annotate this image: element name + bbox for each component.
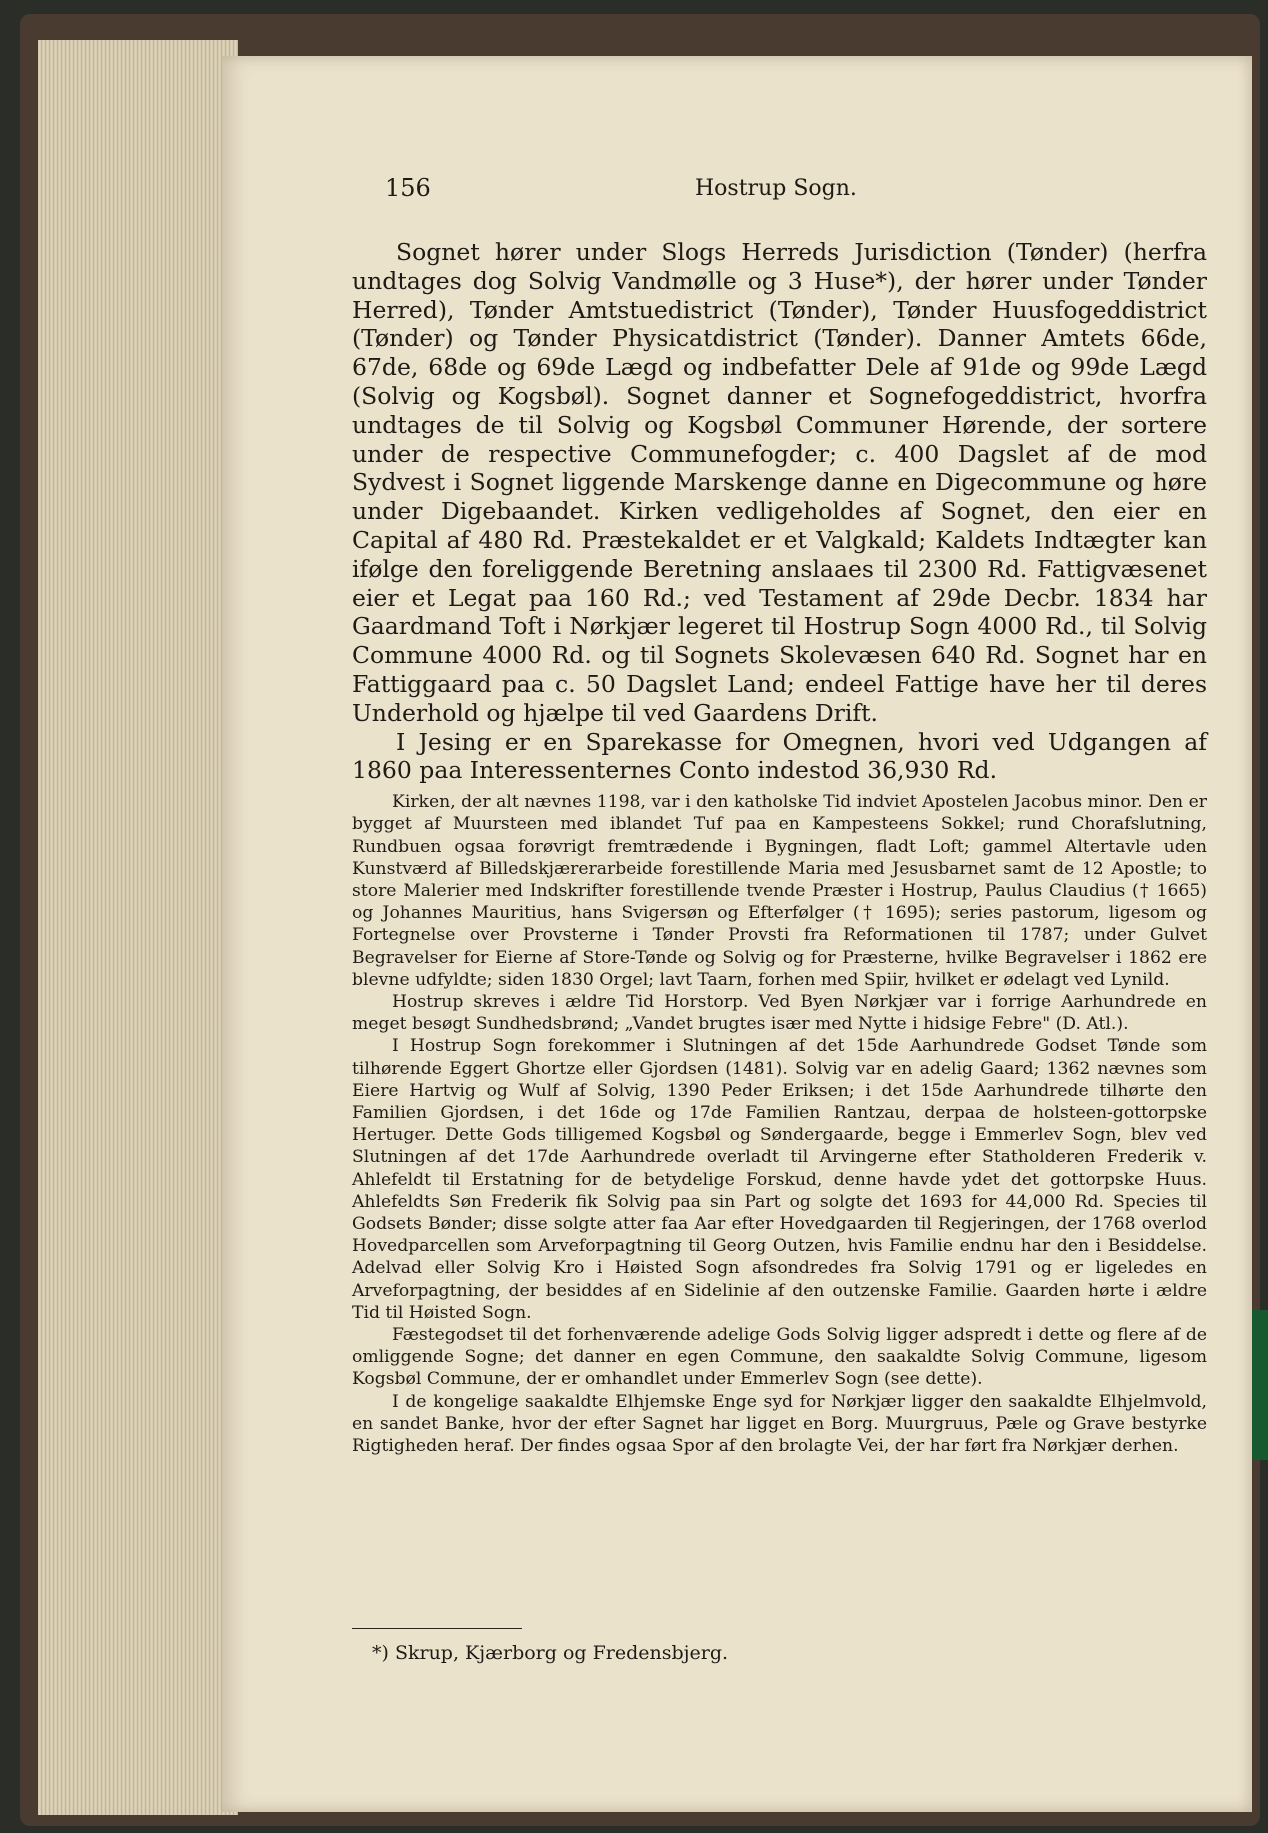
- bookmark-ribbon: [1252, 1310, 1268, 1460]
- footnote: *) Skrup, Kjærborg og Fredensbjerg.: [372, 1642, 729, 1664]
- footnote-divider: [352, 1628, 522, 1629]
- page-edges: [38, 40, 238, 1815]
- running-title: Hostrup Sogn.: [695, 176, 857, 201]
- body-paragraph: I Jesing er en Sparekasse for Omegnen, hvori ved Udgangen af 1860 paa Interessenternes Conto indestod 36,930 Rd.: [352, 727, 1207, 785]
- note-paragraph: Hostrup skreves i ældre Tid Horstorp. Ved Byen Nørkjær var i forrige Aarhundrede en meget besøgt Sundhedsbrønd; „Vandet brugtes især med Nytte i hidsige Febre" (D. Atl.).: [352, 991, 1207, 1035]
- note-paragraph: I de kongelige saakaldte Elhjemske Enge syd for Nørkjær ligger den saakaldte Elhjelmvold, en sandet Banke, hvor der efter Sagnet har ligget en Borg. Muurgruus, Pæle og Grave bestyrke Rigtigheden heraf. Der findes ogsaa Spor af den brolagte Vei, der har ført fra Nørkjær derhen.: [352, 1391, 1207, 1457]
- page-header: [385, 168, 1205, 208]
- note-paragraph: Kirken, der alt nævnes 1198, var i den katholske Tid indviet Apostelen Jacobus minor. Den er bygget af Muursteen med iblandet Tuf paa en Kampesteens Sokkel; rund Chorafslutning, Rundbuen ogsaa forøvrigt fremtrædende i Bygningen, fladt Loft; gammel Altertavle uden Kunstværd af Billedskjærerarbeide forestillende Maria med Jesusbarnet samt de 12 Apostle; to store Malerier med Indskrifter forestillende tvende Præster i Hostrup, Paulus Claudius († 1665) og Johannes Mauritius, hans Svigersøn og Efterfølger († 1695); series pastorum, ligesom og Fortegnelse over Provsterne i Tønder Provsti fra Reformationen til 1787; under Gulvet Begravelser for Eierne af Store-Tønde og Solvig og for Præsterne, hvilke Begravelser i 1862 ere blevne udfyldte; siden 1830 Orgel; lavt Taarn, forhen med Spiir, hvilket er ødelagt ved Lynild.: [352, 792, 1207, 990]
- note-paragraph: Fæstegodset til det forhenværende adelige Gods Solvig ligger adspredt i dette og flere af de omliggende Sogne; det danner en egen Commune, den saakaldte Solvig Commune, ligesom Kogsbøl Commune, der er omhandlet under Emmerlev Sogn (see dette).: [352, 1325, 1207, 1390]
- page-number: 156: [385, 174, 431, 202]
- note-paragraph: I Hostrup Sogn forekommer i Slutningen af det 15de Aarhundrede Godset Tønde som tilhørende Eggert Ghortze eller Gjordsen (1481). Solvig var en adelig Gaard; 1362 nævnes som Eiere Hartvig og Wulf af Solvig, 1390 Peder Eriksen; i det 15de Aarhundrede tilhørte den Familien Gjordsen, i det 16de og 17de Familien Rantzau, derpaa de holsteen-gottorpske Hertuger. Dette Gods tilligemed Kogsbøl og Søndergaarde, begge i Emmerlev Sogn, blev ved Slutningen af det 17de Aarhundrede overladt til Arvingerne efter Statholderen Frederik v. Ahlefeldt til Erstatning for de betydelige Forskud, denne havde ydet det gottorpske Huus. Ahlefeldts Søn Frederik fik Solvig paa sin Part og solgte det 1693 for 44,000 Rd. Species til Godsets Bønder; disse solgte atter faa Aar efter Hovedgaarden til Regjeringen, der 1768 overlod Hovedparcellen som Arveforpagtning til Georg Outzen, hvis Familie endnu har den i Besiddelse. Adelvad eller Solvig Kro i Høisted Sogn afsondredes fra Solvig 1791 og er ligeledes en Arveforpagtning, der besiddes af en Sidelinie af den outzenske Familie. Gaarden hørte i ældre Tid til Høisted Sogn.: [352, 1036, 1207, 1323]
- page-text: [352, 238, 1207, 1457]
- body-paragraph: Sognet hører under Slogs Herreds Jurisdiction (Tønder) (herfra undtages dog Solvig Vandmølle og 3 Huse*), der hører under Tønder Herred), Tønder Amtstuedistrict (Tønder), Tønder Huusfogeddistrict (Tønder) og Tønder Physicatdistrict (Tønder). Danner Amtets 66de, 67de, 68de og 69de Lægd og indbefatter Dele af 91de og 99de Lægd (Solvig og Kogsbøl). Sognet danner et Sognefogeddistrict, hvorfra undtages de til Solvig og Kogsbøl Communer Hørende, der sortere under de respective Communefogder; c. 400 Dagslet af de mod Sydvest i Sognet liggende Marskenge danne en Digecommune og høre under Digebaandet. Kirken vedligeholdes af Sognet, den eier en Capital af 480 Rd. Præstekaldet er et Valgkald; Kaldets Indtægter kan ifølge den foreliggende Beretning anslaaes til 2300 Rd. Fattigvæsenet eier et Legat paa 160 Rd.; ved Testament af 29de Decbr. 1834 har Gaardmand Toft i Nørkjær legeret til Hostrup Sogn 4000 Rd., til Solvig Commune 4000 Rd. og til Sognets Skolevæsen 640 Rd. Sognet har en Fattiggaard paa c. 50 Dagslet Land; endeel Fattige have her til deres Underhold og hjælpe til ved Gaardens Drift.: [352, 238, 1207, 727]
